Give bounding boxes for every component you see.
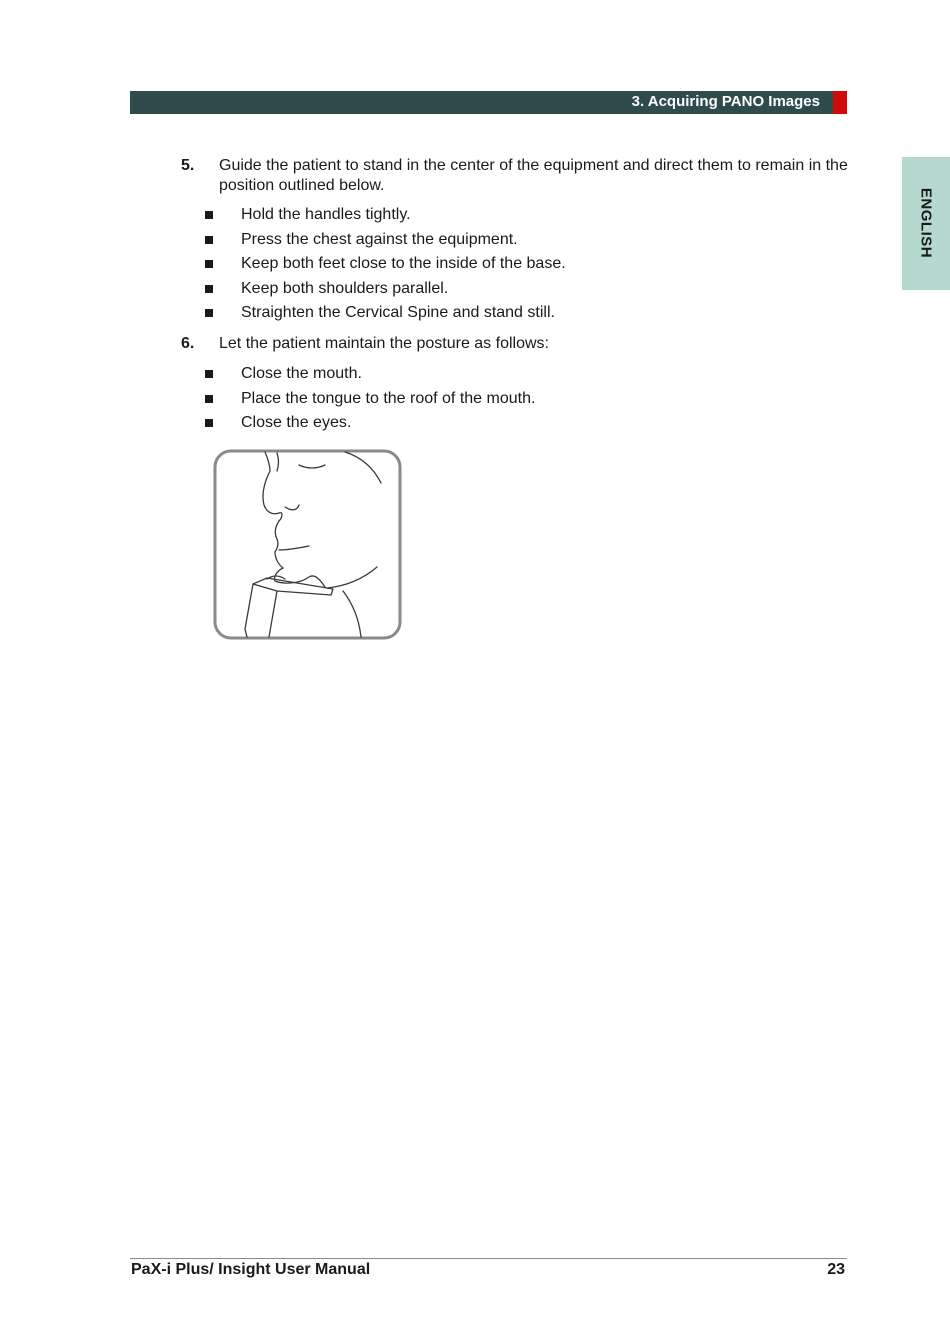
step-5-bullet-5: Straighten the Cervical Spine and stand still. bbox=[241, 304, 555, 321]
bullet-marker bbox=[205, 211, 213, 219]
language-tab bbox=[902, 157, 950, 290]
bullet-marker bbox=[205, 260, 213, 268]
step-6-bullet-2: Place the tongue to the roof of the mouth. bbox=[241, 390, 536, 407]
bullet-marker bbox=[205, 419, 213, 427]
step-5-bullet-3: Keep both feet close to the inside of the base. bbox=[241, 255, 566, 272]
header-accent-block bbox=[833, 91, 847, 114]
footer-divider bbox=[130, 1258, 847, 1259]
section-header-bar bbox=[130, 91, 833, 114]
step-5-text: Guide the patient to stand in the center of the equipment and direct them to remain in the position outlined below. bbox=[219, 157, 848, 194]
step-5-bullet-4: Keep both shoulders parallel. bbox=[241, 280, 449, 297]
bullet-marker bbox=[205, 236, 213, 244]
step-5-bullet-1: Hold the handles tightly. bbox=[241, 206, 411, 223]
bullet-marker bbox=[205, 395, 213, 403]
language-tab-label: ENGLISH bbox=[917, 187, 935, 259]
step-6-number: 6. bbox=[181, 335, 195, 352]
footer-manual-title: PaX-i Plus/ Insight User Manual bbox=[131, 1261, 371, 1278]
step-5-number: 5. bbox=[181, 157, 195, 174]
step-6-bullet-3: Close the eyes. bbox=[241, 414, 352, 431]
step-5-bullet-2: Press the chest against the equipment. bbox=[241, 231, 518, 248]
section-title: 3. Acquiring PANO Images bbox=[631, 93, 820, 110]
step-6-text: Let the patient maintain the posture as follows: bbox=[219, 335, 549, 352]
step-6-bullet-1: Close the mouth. bbox=[241, 365, 362, 382]
patient-posture-illustration bbox=[213, 449, 402, 640]
bullet-marker bbox=[205, 309, 213, 317]
bullet-marker bbox=[205, 285, 213, 293]
page-number: 23 bbox=[827, 1261, 845, 1278]
bullet-marker bbox=[205, 370, 213, 378]
